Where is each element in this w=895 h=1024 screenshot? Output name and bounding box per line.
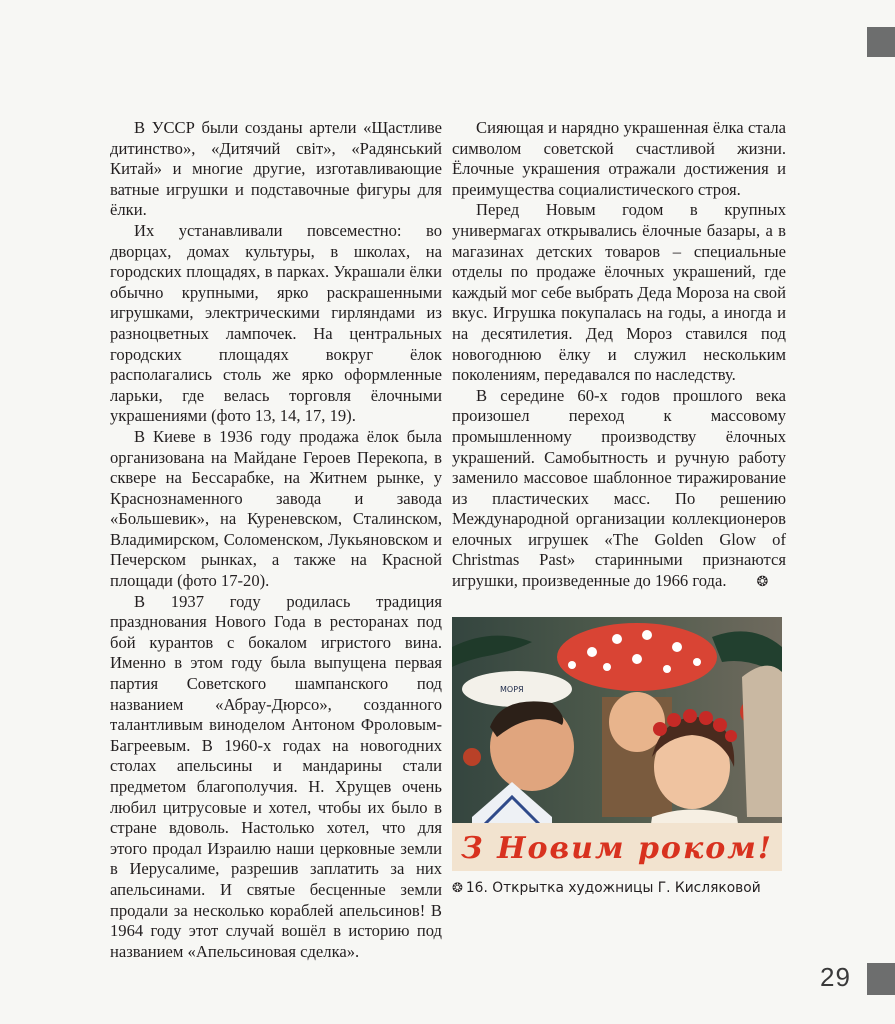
ornament-ball bbox=[463, 748, 481, 766]
paragraph-text: В середине 60-х годов прошлого века произошел переход к массовому промышленному производству ёлочных украшений. Самобытность и ручную работу заменило массовое шаблонное тиражирование из пластических масс. По решению Международной организации коллекционеров елочных игрушек «The Golden Glow of Christmas Past» старинными признаются игрушки, произведенные до 1966 года. bbox=[452, 385, 786, 591]
figure-caption bbox=[452, 880, 792, 896]
ornament-icon: ❂ bbox=[756, 575, 769, 591]
paragraph: Их устанавливали повсеместно: во дворцах, домах культуры, в школах, на городских площадях, в парках. Украшали ёлки обычно крупными, ярко раскрашенными игрушками, электрическими гирляндами из разноцветных лампочек. На центральных городских площадях вокруг ёлок располагались столь же ярко оформленные ларьки, где велась торговля ёлочными украшениями (фото 13, 14, 17, 19). bbox=[110, 220, 442, 426]
page-edge-tab-bottom bbox=[867, 963, 895, 995]
page-number: 29 bbox=[820, 962, 851, 992]
side-figure bbox=[742, 666, 782, 817]
caption-text: 16. Открытка художницы Г. Кисляковой bbox=[465, 880, 761, 896]
paragraph: Сияющая и нарядно украшенная ёлка стала символом советской счастливой жизни. Ёлочные украшения отражали достижения и преимущества социалистического строя. bbox=[452, 118, 786, 199]
postcard-artwork bbox=[452, 617, 782, 871]
paragraph bbox=[452, 386, 786, 594]
right-text-column bbox=[452, 118, 786, 594]
sailor-cap-text: МОРЯ bbox=[500, 685, 524, 694]
greeting-text: З Новим роком! bbox=[461, 831, 773, 866]
ornament-icon: ❂ bbox=[452, 881, 463, 896]
paragraph: Перед Новым годом в крупных универмагах открывались ёлочные базары, а в магазинах детских товаров – специальные отделы по продаже ёлочных украшений, где каждый мог себе выбрать Деда Мороза на свой вкус. Игрушка покупалась на годы, а иногда и на десятилетия. Дед Мороз ставился под новогоднюю ёлку и служил нескольким поколениям, передавался по наследству. bbox=[452, 200, 786, 385]
postcard-illustration bbox=[452, 617, 782, 871]
child-face bbox=[609, 692, 665, 752]
paragraph: В Киеве в 1936 году продажа ёлок была организована на Майдане Героев Перекопа, в сквере на Бессарабке, на Житнем рынке, у Краснознаменного завода и завода «Большевик», на Куреневском, Сталинском, Владимирском, Соломенском, Лукьяновском и Печерском рынках, а также на Красной площади (фото 17-20). bbox=[110, 426, 442, 591]
page-edge-tab-top bbox=[867, 27, 895, 57]
left-text-column bbox=[110, 118, 442, 962]
paragraph: В УССР были созданы артели «Щастливе дитинство», «Дитячий свiт», «Радянський Китай» и многие другие, изготавливающие ватные игрушки и подставочные фигуры для ёлки. bbox=[110, 118, 442, 220]
paragraph: В 1937 году родилась традиция празднования Нового Года в ресторанах под бой курантов с бокалом игристого вина. Именно в этом году была выпущена первая партия Советского шампанского под названием «Абрау-Дюрсо», созданного талантливым виноделом Антоном Фроловым-Багреевым. В 1960-х годах на новогодних столах апельсины и мандарины стали предметом благополучия. Н. Хрущев очень любил цитрусовые и хотел, чтобы их было в стране вдоволь. Настолько хотел, что для этого продал Израилю наши церковные земли в Иерусалиме, разрешив заплатить за них апельсинами. И святые бесценные земли продали за несколько кораблей апельсинов! В 1964 году этот случай вошёл в историю под названием «Апельсиновая сделка». bbox=[110, 591, 442, 961]
